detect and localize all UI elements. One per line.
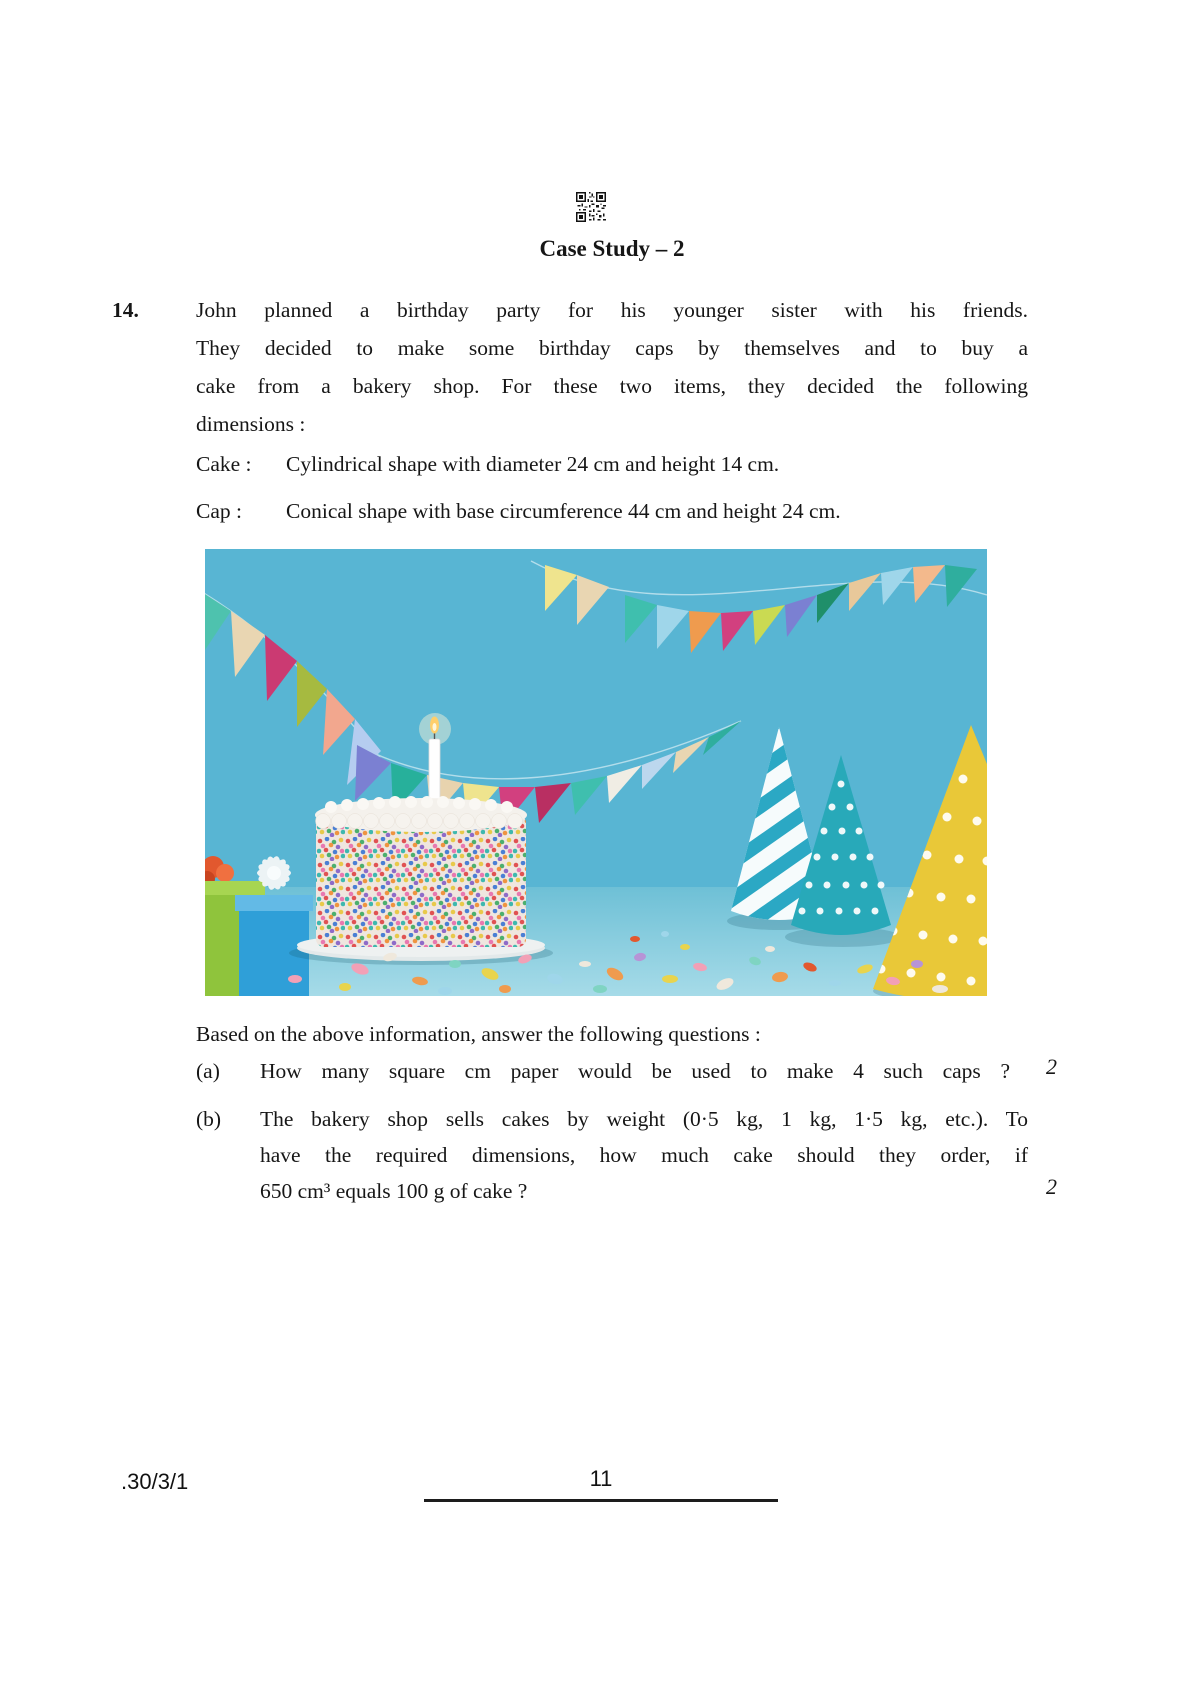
spec-label-cake: Cake : bbox=[196, 452, 252, 476]
subquestion-a-text: How many square cm paper would be used to make 4 such caps ? bbox=[260, 1059, 1010, 1083]
intro-line: John planned a birthday party for his younger sister with his friends. bbox=[196, 298, 1028, 322]
subquestion-b-label: (b) bbox=[196, 1107, 222, 1131]
marks-b: 2 bbox=[1046, 1174, 1057, 1199]
subquestion-b-line: have the required dimensions, how much cake should they order, if bbox=[260, 1143, 1028, 1167]
spec-label-cap: Cap : bbox=[196, 499, 242, 523]
based-on-line: Based on the above information, answer the following questions : bbox=[196, 1022, 761, 1046]
spec-text-cap: Conical shape with base circumference 44 cm and height 24 cm. bbox=[286, 499, 841, 523]
section-title: Case Study – 2 bbox=[539, 236, 685, 261]
footer-divider bbox=[424, 1499, 778, 1502]
marks-a: 2 bbox=[1046, 1054, 1057, 1079]
footer-page-number: 11 bbox=[589, 1466, 613, 1491]
intro-line: They decided to make some birthday caps by themselves and to buy a bbox=[196, 336, 1028, 360]
intro-line: dimensions : bbox=[196, 412, 306, 436]
subquestion-b-line: The bakery shop sells cakes by weight (0·5 kg, 1 kg, 1·5 kg, etc.). To bbox=[260, 1107, 1028, 1131]
subquestion-a-label: (a) bbox=[196, 1059, 220, 1083]
subquestion-b-line: 650 cm³ equals 100 g of cake ? bbox=[260, 1179, 528, 1203]
intro-line: cake from a bakery shop. For these two items, they decided the following bbox=[196, 374, 1028, 398]
footer-paper-code: .30/3/1 bbox=[121, 1469, 189, 1494]
qr-code-icon bbox=[576, 191, 606, 223]
question-number: 14. bbox=[112, 298, 139, 322]
spec-text-cake: Cylindrical shape with diameter 24 cm and height 14 cm. bbox=[286, 452, 780, 476]
birthday-party-photo bbox=[205, 549, 987, 996]
